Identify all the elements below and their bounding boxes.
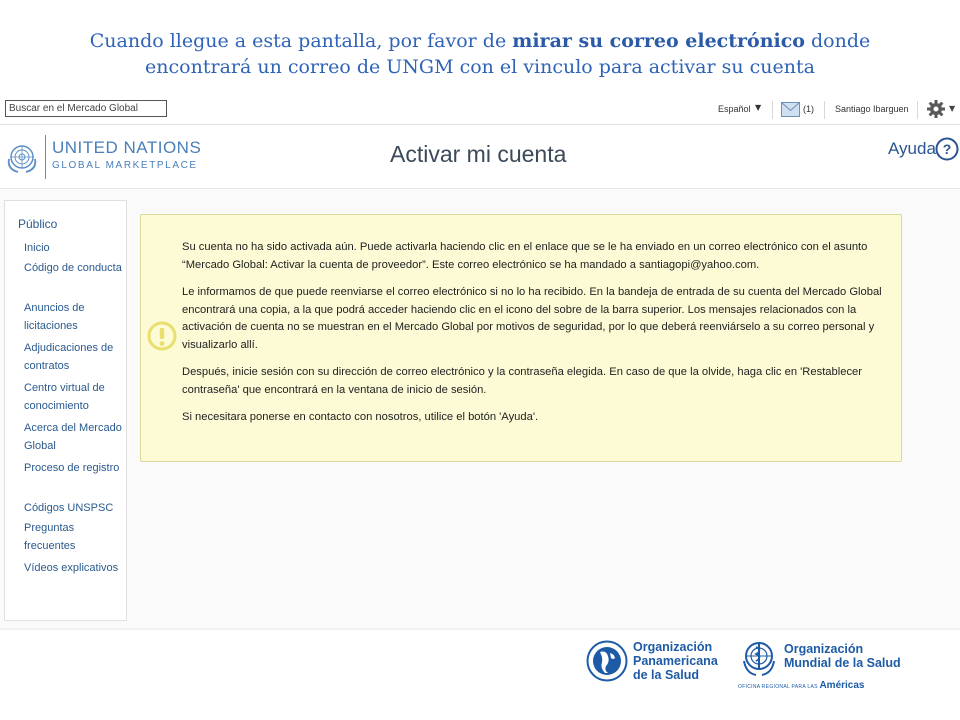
sidebar-item-acerca[interactable]: Acerca del Mercado Global (24, 422, 122, 452)
page-title: Activar mi cuenta (390, 141, 567, 167)
notice-paragraph: Si necesitara ponerse en contacto con nosotros, utilice el botón 'Ayuda'. (182, 411, 539, 423)
caption-line-2: encontrará un correo de UNGM con el vinculo para activar su cuenta (145, 56, 815, 78)
help-icon[interactable] (935, 137, 959, 161)
activation-notice (140, 214, 902, 462)
top-bar (0, 95, 960, 125)
notice-paragraph: Después, inicie sesión con su dirección de correo electrónico y la contraseña elegida. En caso de que la olvide, haga clic en 'Restablecer contraseña' que encontrará en la ventana de inicio de sesión. (182, 366, 862, 396)
paho-line: de la Salud (633, 668, 699, 682)
who-region-name: Américas (819, 680, 865, 691)
help-link[interactable]: Ayuda (888, 139, 936, 158)
sidebar-item-unspsc[interactable]: Códigos UNSPSC (24, 502, 114, 514)
caption-text-a: Cuando llegue a esta pantalla, por favor de (89, 30, 513, 52)
logo-title[interactable]: UNITED NATIONS (52, 138, 202, 157)
search-input[interactable]: Buscar en el Mercado Global (5, 100, 167, 117)
paho-line: Panamericana (633, 654, 718, 668)
sidebar-item-videos[interactable]: Vídeos explicativos (24, 562, 119, 574)
sidebar (4, 200, 127, 621)
caption-line-1 (0, 28, 960, 54)
logo-subtitle[interactable]: GLOBAL MARKETPLACE (52, 160, 198, 171)
notice-paragraph: Su cuenta no ha sido activada aún. Puede activarla haciendo clic en el enlace que se le ha enviado en un correo electrónico con el asunto “Mercado Global: Activar la cuenta de proveedor”. Este correo electrónico se ha mandado a santiagopi@yahoo.com. (182, 241, 868, 271)
divider (772, 101, 773, 119)
sidebar-item-adjudicaciones[interactable]: Adjudicaciones de contratos (24, 342, 114, 372)
slide-caption (0, 28, 960, 80)
paho-line: Organización (633, 640, 713, 654)
sidebar-heading[interactable]: Público (18, 217, 58, 231)
site-header (0, 125, 960, 189)
sidebar-item-anuncios[interactable]: Anuncios de licitaciones (24, 302, 85, 332)
user-menu[interactable]: Santiago Ibarguen (835, 104, 909, 114)
svg-text:?: ? (942, 141, 952, 157)
footer-divider (0, 628, 960, 630)
sidebar-item-proceso-registro[interactable]: Proceso de registro (24, 462, 120, 474)
sidebar-nav (24, 239, 124, 599)
who-logo-text (784, 642, 901, 670)
un-emblem-icon[interactable] (4, 139, 40, 175)
warning-icon (147, 321, 177, 351)
paho-emblem-icon (586, 640, 628, 682)
caption-text-b: donde (804, 30, 871, 52)
sidebar-item-codigo-de-conducta[interactable]: Código de conducta (24, 262, 122, 274)
who-line: Organización (784, 642, 864, 656)
sidebar-item-preguntas[interactable]: Preguntas frecuentes (24, 522, 76, 552)
sidebar-item-centro-virtual[interactable]: Centro virtual de conocimiento (24, 382, 105, 412)
logo-divider (45, 135, 46, 179)
caption-emphasis: mirar su correo electrónico (512, 30, 805, 52)
notice-paragraph: Le informamos de que puede reenviarse el correo electrónico si no lo ha recibido. En la bandeja de entrada de su cuenta del Mercado Global encontrará una copia, a la que podrá acceder haciendo clic en el icono del sobre de la barra superior. Los mensajes relacionados con la activación de cuenta no se muestran en el Mercado Global por motivos de seguridad, por lo que deberá reenviárselo a su correo personal y visualizarlo allí. (182, 286, 882, 351)
ungm-screenshot (0, 95, 960, 630)
divider (824, 101, 825, 119)
gear-icon[interactable] (926, 99, 946, 119)
language-selector[interactable]: Español (718, 104, 751, 114)
mail-icon[interactable] (781, 102, 800, 117)
divider (917, 101, 918, 119)
paho-logo-text (633, 640, 718, 682)
mail-count-badge[interactable]: (1) (803, 104, 814, 114)
who-region-caption (738, 682, 864, 691)
who-emblem-icon (738, 637, 780, 679)
content-area (0, 190, 960, 630)
chevron-down-icon[interactable]: ▼ (755, 103, 762, 112)
sidebar-item-inicio[interactable]: Inicio (24, 242, 50, 254)
chevron-down-icon[interactable]: ▼ (949, 104, 956, 113)
who-region-small: OFICINA REGIONAL PARA LAS (738, 684, 818, 690)
notice-body (182, 239, 894, 437)
who-line: Mundial de la Salud (784, 656, 901, 670)
